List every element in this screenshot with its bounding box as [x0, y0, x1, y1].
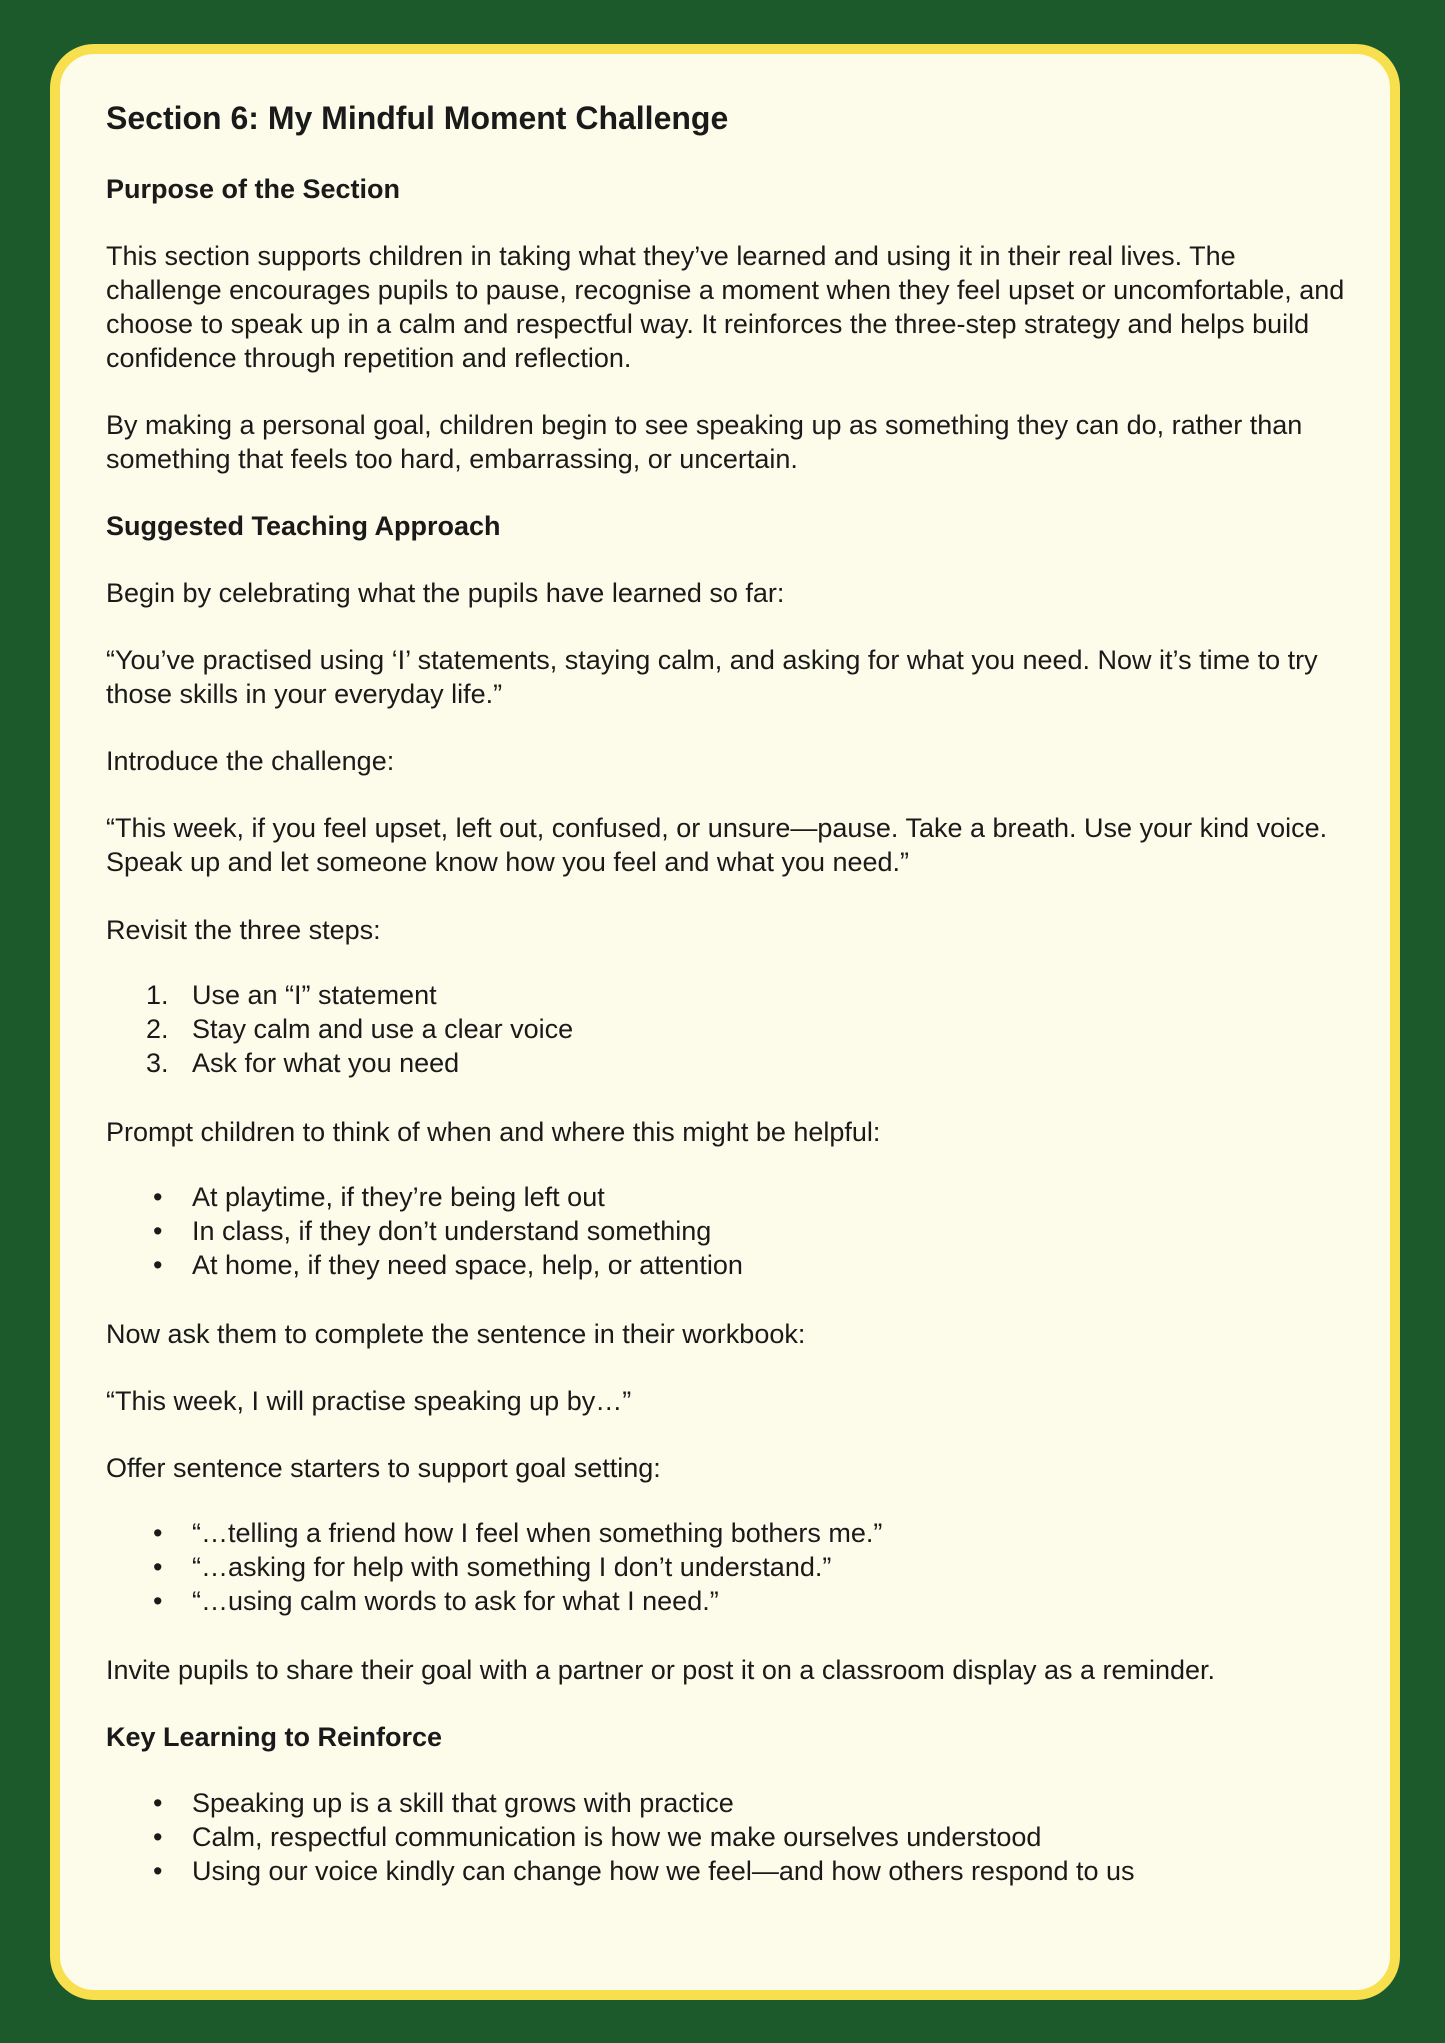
list-number: 1. — [146, 980, 169, 1010]
approach-paragraph-7: Invite pupils to share their goal with a partner or post it on a classroom display as a reminder. — [106, 1655, 1216, 1685]
list-item — [106, 1552, 1356, 1586]
bullet-icon: • — [153, 1518, 163, 1548]
approach-paragraph-4: Prompt children to think of when and where this might be helpful: — [106, 1117, 881, 1147]
key-learning-heading: Key Learning to Reinforce — [106, 1722, 443, 1752]
bullet-icon: • — [153, 1822, 163, 1852]
approach-quote-3: “This week, I will practise speaking up by…” — [106, 1386, 632, 1416]
list-item — [106, 1182, 1356, 1216]
list-item — [106, 1518, 1356, 1552]
purpose-paragraph-1: This section supports children in taking what they’ve learned and using it in their real lives. The challenge encourages pupils to pause, recognise a moment when they feel upset or uncomfortable, and choose to speak up in a calm and respectful way. It reinforces the three-step strategy and helps build confidence through repetition and reflection. — [106, 241, 1345, 373]
bullet-icon: • — [153, 1216, 163, 1246]
list-item-text: Calm, respectful communication is how we make ourselves understood — [192, 1822, 1042, 1852]
approach-paragraph-6: Offer sentence starters to support goal setting: — [106, 1453, 661, 1483]
bullet-icon: • — [153, 1182, 163, 1212]
bullet-icon: • — [153, 1788, 163, 1818]
purpose-heading: Purpose of the Section — [106, 174, 401, 204]
list-item — [106, 1822, 1356, 1856]
list-item-text: Stay calm and use a clear voice — [192, 1014, 574, 1044]
list-item — [106, 1014, 1356, 1048]
list-item-text: Use an “I” statement — [192, 980, 437, 1010]
list-number: 3. — [146, 1048, 169, 1078]
list-item — [106, 1048, 1356, 1082]
approach-paragraph-5: Now ask them to complete the sentence in their workbook: — [106, 1319, 806, 1349]
list-item — [106, 1586, 1356, 1620]
list-item-text: “…telling a friend how I feel when something bothers me.” — [192, 1518, 883, 1548]
list-item — [106, 1250, 1356, 1284]
list-item-text: At home, if they need space, help, or attention — [192, 1250, 743, 1280]
list-item-text: At playtime, if they’re being left out — [192, 1182, 605, 1212]
list-item — [106, 980, 1356, 1014]
list-item-text: Speaking up is a skill that grows with practice — [192, 1788, 734, 1818]
bullet-icon: • — [153, 1586, 163, 1616]
list-item-text: In class, if they don’t understand something — [192, 1216, 712, 1246]
approach-paragraph-3: Revisit the three steps: — [106, 915, 381, 945]
approach-quote-1: “You’ve practised using ‘I’ statements, staying calm, and asking for what you need. Now it’s time to try those skills in your everyday life.” — [106, 645, 1318, 709]
approach-quote-2: “This week, if you feel upset, left out, confused, or unsure—pause. Take a breath. Use your kind voice. Speak up and let someone know how you feel and what you need.” — [106, 813, 1328, 877]
list-item-text: Using our voice kindly can change how we feel—and how others respond to us — [192, 1856, 1135, 1886]
list-item — [106, 1856, 1356, 1890]
bullet-icon: • — [153, 1552, 163, 1582]
list-number: 2. — [146, 1014, 169, 1044]
bullet-icon: • — [153, 1856, 163, 1886]
approach-paragraph-1: Begin by celebrating what the pupils have learned so far: — [106, 578, 785, 608]
approach-heading: Suggested Teaching Approach — [106, 511, 501, 541]
bullet-icon: • — [153, 1250, 163, 1280]
list-item — [106, 1216, 1356, 1250]
list-item — [106, 1788, 1356, 1822]
list-item-text: “…using calm words to ask for what I need.” — [192, 1586, 719, 1616]
purpose-paragraph-2: By making a personal goal, children begin to see speaking up as something they can do, rather than something that feels too hard, embarrassing, or uncertain. — [106, 410, 1303, 474]
list-item-text: “…asking for help with something I don’t understand.” — [192, 1552, 832, 1582]
page-title: Section 6: My Mindful Moment Challenge — [106, 100, 729, 136]
approach-paragraph-2: Introduce the challenge: — [106, 746, 395, 776]
list-item-text: Ask for what you need — [192, 1048, 460, 1078]
